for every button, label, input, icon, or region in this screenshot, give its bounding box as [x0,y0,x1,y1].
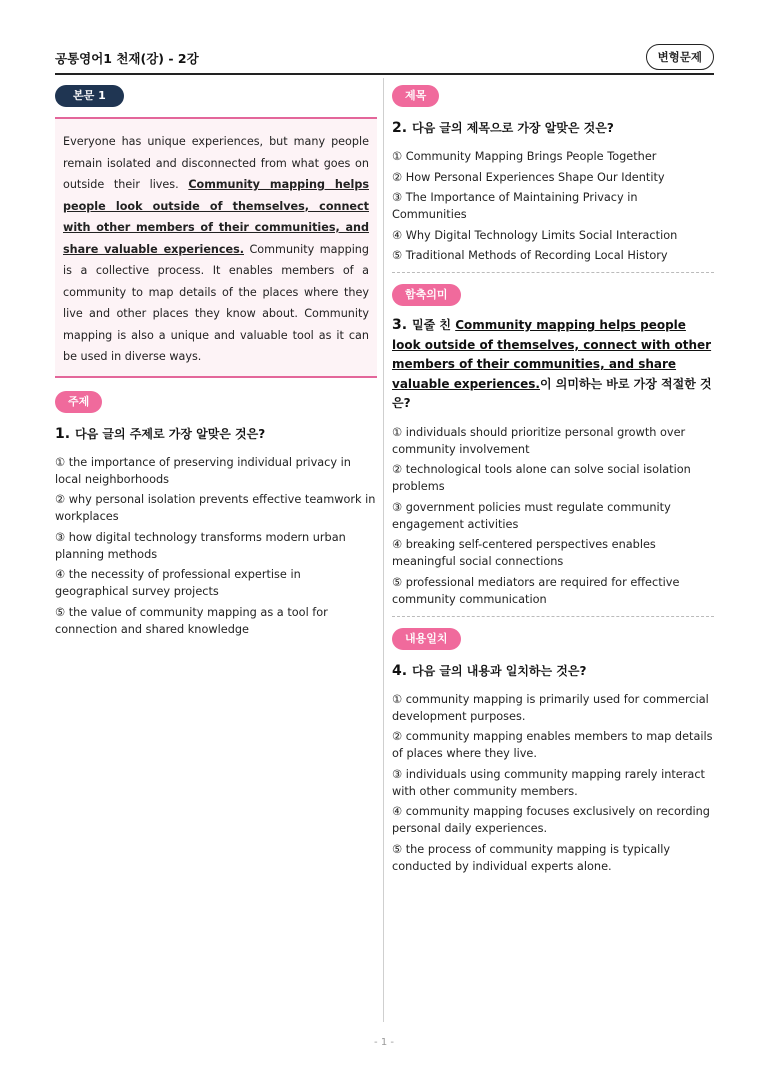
q2-question: 다음 글의 제목으로 가장 알맞은 것은? [412,121,614,135]
q1-option-3[interactable]: ③ how digital technology transforms modern urban planning methods [55,530,346,561]
q1-tag: 주제 [55,391,102,413]
right-column [392,84,714,878]
question-separator [392,272,714,273]
q4-tag: 내용일치 [392,628,461,650]
q1-number: 1. [55,425,71,442]
question-separator [392,616,714,617]
q3-question-prefix: 밑줄 친 [412,318,456,332]
q4-options [392,691,714,875]
q3-underlined-text: Community mapping helps people look outside of themselves, connect with other members of their communities, and share valuable experiences. [392,318,712,391]
column-divider [383,78,384,1022]
q1-option-2[interactable]: ② why personal isolation prevents effective teamwork in workplaces [55,493,376,523]
q3-tag: 함축의미 [392,284,461,306]
q1-title [55,425,377,442]
q1-option-1[interactable]: ① the importance of preserving individual privacy in local neighborhoods [55,455,351,486]
passage-underlined-text: Community mapping helps people look outside of themselves, connect with other members of their communities, and share valuable experiences. [63,178,369,256]
q3-option-4[interactable]: ④ breaking self-centered perspectives enables meaningful social connections [392,538,656,568]
q3-options [392,424,714,608]
q4-option-3[interactable]: ③ individuals using community mapping rarely interact with other community members. [392,767,705,798]
type-badge: 변형문제 [646,44,714,70]
q2-option-1[interactable]: ① Community Mapping Brings People Together [392,150,657,163]
q3-option-2[interactable]: ② technological tools alone can solve social isolation problems [392,463,691,493]
q2-tag: 제목 [392,85,439,107]
q2-options [392,148,714,264]
q1-option-5[interactable]: ⑤ the value of community mapping as a tool for connection and shared knowledge [55,605,328,636]
q4-option-2[interactable]: ② community mapping enables members to map details of places where they live. [392,730,713,760]
q3-option-5[interactable]: ⑤ professional mediators are required for effective community communication [392,575,680,606]
passage-text-after: Community mapping is a collective process. It enables members of a community to map details of the places where they live and other places they know about. Community mapping is also a unique and valuable tool as it can be used in diverse ways. [63,242,369,363]
page-number: - 1 - [374,1037,394,1048]
q4-question: 다음 글의 내용과 일치하는 것은? [412,663,587,678]
q2-number: 2. [392,120,408,136]
q4-option-5[interactable]: ⑤ the process of community mapping is typically conducted by individual experts alone. [392,842,671,873]
passage-box [55,117,377,378]
q4-option-4[interactable]: ④ community mapping focuses exclusively on recording personal daily experiences. [392,805,710,835]
header-divider [55,73,714,75]
page-header [55,44,714,72]
page-title: 공통영어1 천재(강) - 2강 [55,51,199,66]
q1-options [55,454,377,638]
passage-text-before: Everyone has unique experiences, but many people remain isolated and disconnected from what goes on outside their lives. [63,135,369,191]
q3-question-suffix: 이 의미하는 바로 가장 적절한 것은? [392,376,712,410]
passage-label: 본문 1 [55,85,124,107]
q4-title [392,662,714,679]
q2-option-4[interactable]: ④ Why Digital Technology Limits Social Interaction [392,228,678,242]
q2-title [392,119,714,136]
q3-title [392,316,714,414]
q4-option-1[interactable]: ① community mapping is primarily used for commercial development purposes. [392,692,709,723]
q2-option-2[interactable]: ② How Personal Experiences Shape Our Identity [392,170,665,184]
q4-number: 4. [392,662,408,679]
q3-option-3[interactable]: ③ government policies must regulate community engagement activities [392,500,671,531]
q3-option-1[interactable]: ① individuals should prioritize personal growth over community involvement [392,425,686,456]
left-column [55,84,377,641]
q1-option-4[interactable]: ④ the necessity of professional expertise in geographical survey projects [55,568,301,598]
q3-number: 3. [392,317,408,333]
q2-option-3[interactable]: ③ The Importance of Maintaining Privacy in Communities [392,191,638,221]
q1-question: 다음 글의 주제로 가장 알맞은 것은? [75,426,266,441]
q2-option-5[interactable]: ⑤ Traditional Methods of Recording Local History [392,249,668,262]
